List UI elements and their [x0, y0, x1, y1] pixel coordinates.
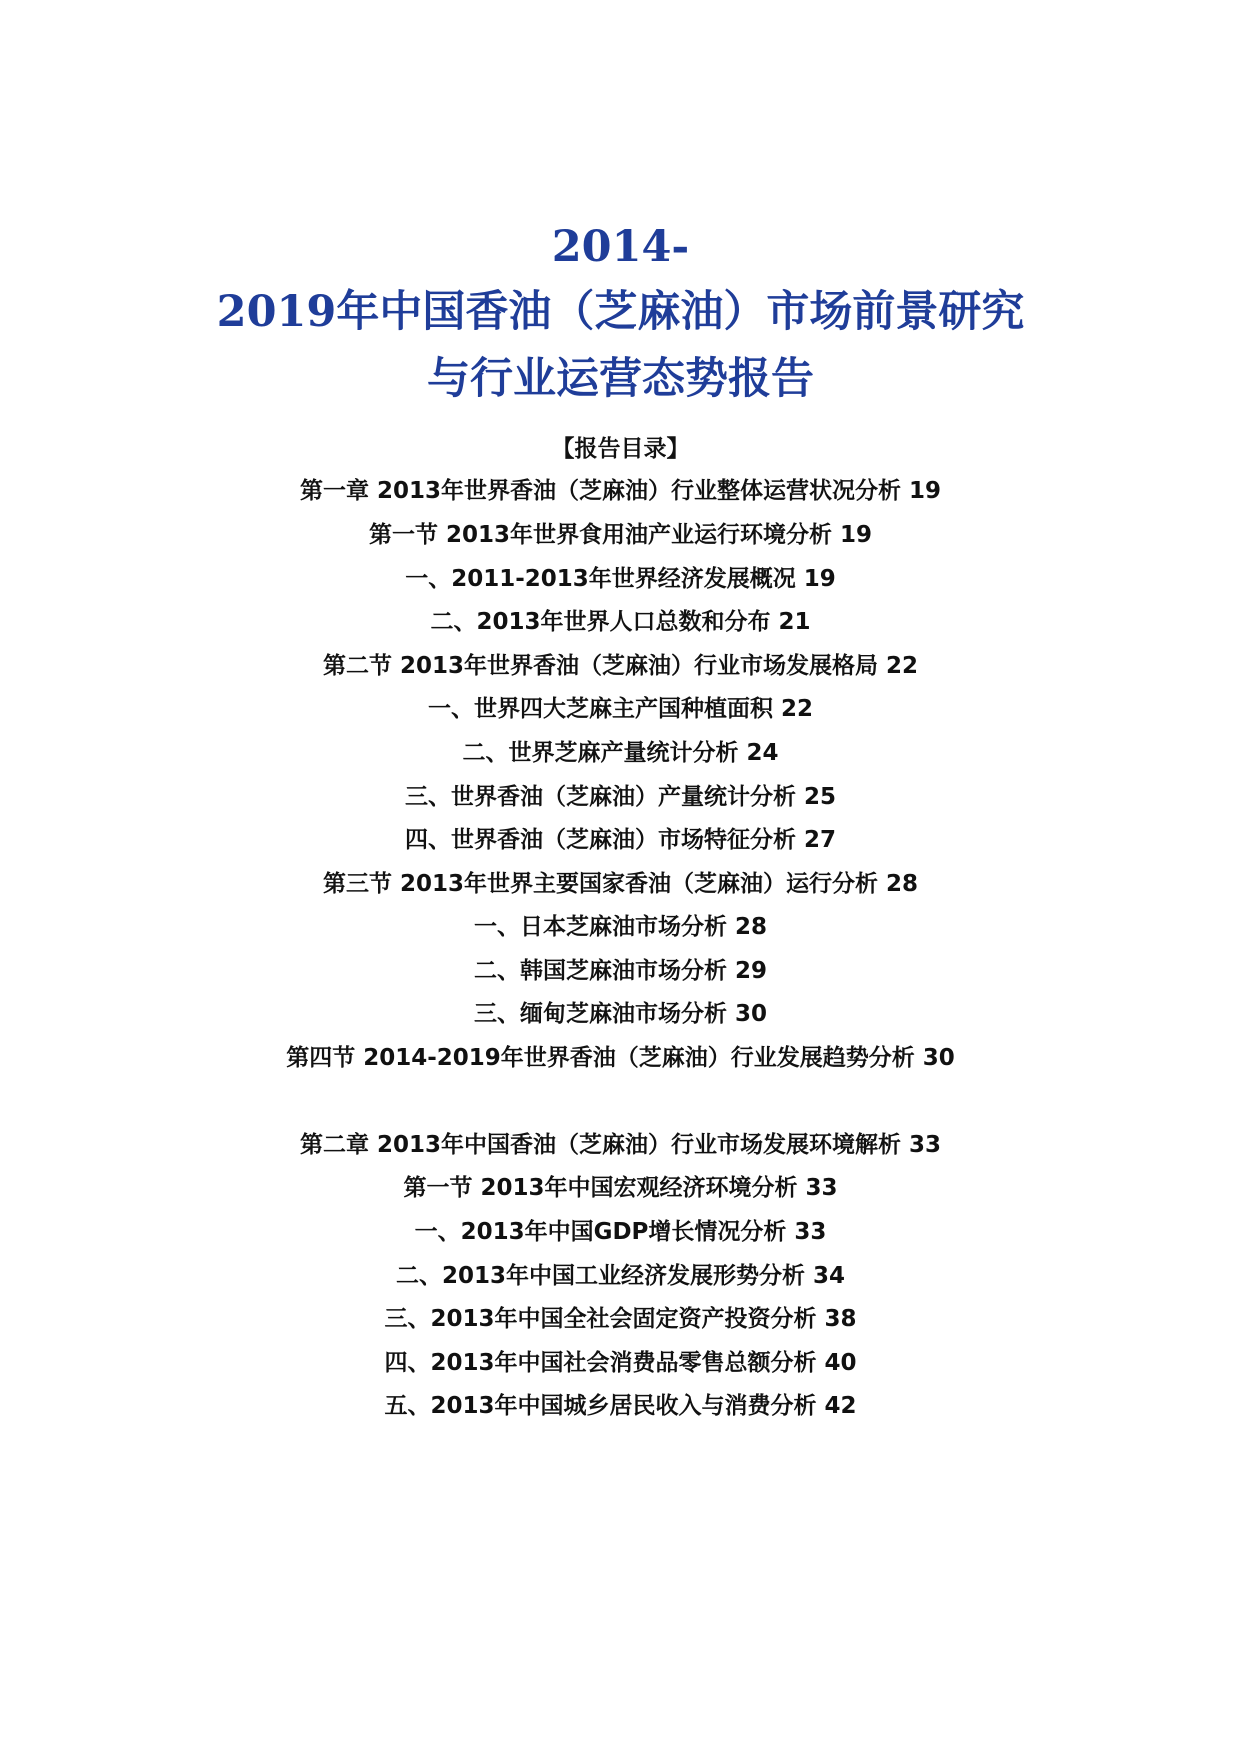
toc-item: 第二章 2013年中国香油（芝麻油）行业市场发展环境解析 33 [299, 1132, 942, 1158]
toc-item: 二、韩国芝麻油市场分析 29 [473, 958, 767, 984]
toc-item: 一、世界四大芝麻主产国种植面积 22 [427, 696, 813, 722]
toc-item: 三、2013年中国全社会固定资产投资分析 38 [384, 1306, 857, 1332]
toc-item: 二、世界芝麻产量统计分析 24 [462, 740, 779, 766]
toc-heading: 【报告目录】 [551, 436, 690, 462]
toc-item: 一、2011-2013年世界经济发展概况 19 [405, 566, 836, 592]
toc-item: 五、2013年中国城乡居民收入与消费分析 42 [384, 1393, 857, 1419]
toc-item: 第一节 2013年世界食用油产业运行环境分析 19 [368, 522, 873, 548]
toc-item: 第二节 2013年世界香油（芝麻油）行业市场发展格局 22 [322, 653, 919, 679]
report-title-line-1: 2014- [551, 222, 690, 272]
toc-item: 二、2013年世界人口总数和分布 21 [430, 609, 811, 635]
toc-item: 一、日本芝麻油市场分析 28 [473, 914, 767, 940]
report-title-line-3: 与行业运营态势报告 [427, 354, 814, 404]
toc-item: 一、2013年中国GDP增长情况分析 33 [414, 1219, 827, 1245]
toc-item: 三、缅甸芝麻油市场分析 30 [473, 1001, 767, 1027]
toc-item: 四、世界香油（芝麻油）市场特征分析 27 [404, 827, 836, 853]
toc-item: 第一节 2013年中国宏观经济环境分析 33 [403, 1175, 838, 1201]
report-title-line-2: 2019年中国香油（芝麻油）市场前景研究 [216, 287, 1025, 337]
toc-item: 第四节 2014-2019年世界香油（芝麻油）行业发展趋势分析 30 [286, 1045, 955, 1071]
toc-item: 四、2013年中国社会消费品零售总额分析 40 [384, 1350, 857, 1376]
toc-item: 第一章 2013年世界香油（芝麻油）行业整体运营状况分析 19 [299, 478, 942, 504]
toc-item: 三、世界香油（芝麻油）产量统计分析 25 [404, 784, 836, 810]
toc-item: 二、2013年中国工业经济发展形势分析 34 [395, 1263, 846, 1289]
toc-item: 第三节 2013年世界主要国家香油（芝麻油）运行分析 28 [322, 871, 919, 897]
